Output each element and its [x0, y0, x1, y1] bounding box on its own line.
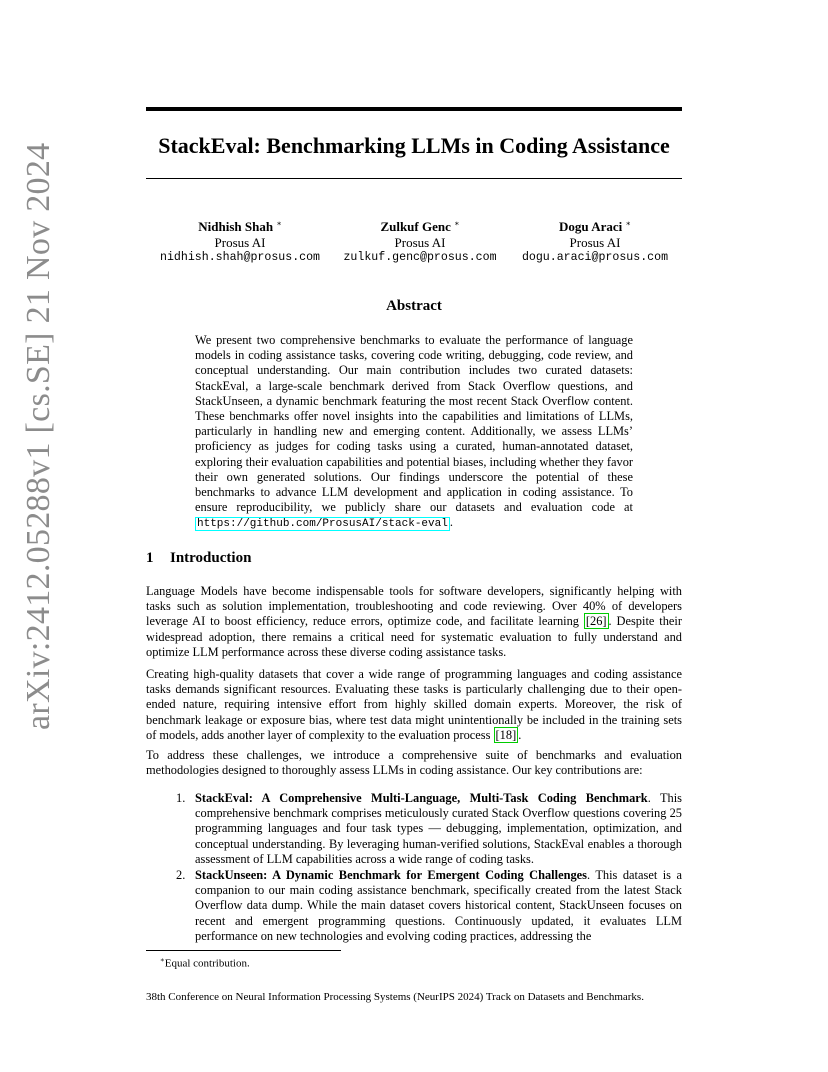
- citation-link[interactable]: [18]: [495, 727, 517, 742]
- author-footnote-mark: ∗: [276, 219, 282, 228]
- abstract-body: We present two comprehensive benchmarks to evaluate the performance of language models in coding assistance tasks, covering code writing, debugging, code review, and conceptual understanding. Our main contribution includes two curated datasets: StackEval, a large-scale benchmark derived from Stack Overflow questions, and StackUnseen, a dynamic benchmark featuring the most recent Stack Overflow content. These benchmarks offer novel insights into the capabilities and limitations of LLMs, particularly in handling new and emerging content. Additionally, we assess LLMs’ proficiency as judges for coding tasks using a curated, human-annotated dataset, exploring their evaluation capabilities and potential biases, including whether they favor their own generated solutions. Our findings underscore the potential of these benchmarks to advance LLM development and application in coding assistance. To ensure reproducibility, we publicly share our datasets and evaluation code at: [195, 333, 634, 515]
- author-block: [340, 216, 500, 266]
- author-name: Nidhish Shah: [198, 219, 274, 234]
- contribution-title: StackEval: A Comprehensive Multi-Language, Multi-Task Coding Benchmark: [195, 791, 648, 805]
- author-block: [517, 216, 673, 266]
- author-email[interactable]: zulkuf.genc@prosus.com: [343, 251, 497, 264]
- github-link[interactable]: https://github.com/ProsusAI/stack-eval: [197, 518, 448, 531]
- paper-title: StackEval: Benchmarking LLMs in Coding Assistance: [158, 133, 670, 158]
- author-email[interactable]: dogu.araci@prosus.com: [521, 251, 669, 264]
- abstract-end: .: [449, 515, 453, 530]
- section-heading: [146, 550, 251, 567]
- abstract-text: [195, 333, 633, 533]
- footnote-text: Equal contribution.: [164, 957, 250, 970]
- section-title: Introduction: [170, 550, 252, 566]
- footnote: [160, 953, 250, 971]
- intro-paragraph: [146, 667, 682, 743]
- contribution-text: . This comprehensive benchmark comprises meticulously curated Stack Overflow questions covering 25 programming languages and four task types — debugging, implementation, optimization, and conceptual understanding. By leveraging human-verified solutions, StackEval enables a thorough assessment of LLM capabilities across a wide range of coding tasks.: [195, 791, 683, 866]
- arxiv-identifier: arXiv:2412.05288v1 [cs.SE] 21 Nov 2024: [20, 142, 57, 730]
- author-email[interactable]: nidhish.shah@prosus.com: [160, 251, 321, 264]
- contribution-text: . This dataset is a companion to our main coding assistance benchmark, specifically created from the latest Stack Overflow data dump. While the main dataset covers historical content, StackUnseen focuses on recent and emergent programming questions. Continuously updated, it evaluates LLM performance on new technologies and evolving coding practices, addressing the: [195, 868, 682, 943]
- author-affiliation: Prosus AI: [394, 234, 446, 250]
- list-number: 2.: [176, 868, 186, 882]
- paragraph-text: .: [518, 727, 522, 742]
- paragraph-text: Language Models have become indispensable tools for software developers, significantly helping with tasks such as solution implementation, troubleshooting and code reviewing. Over 40% of developers leverage AI to boost efficiency, reduce errors, optimize code, and facilitate learning: [146, 584, 682, 629]
- author-affiliation: Prosus AI: [214, 234, 266, 250]
- section-number: 1: [146, 550, 154, 566]
- author-affiliation: Prosus AI: [569, 234, 621, 250]
- intro-paragraph: [146, 584, 682, 660]
- list-item: [176, 868, 682, 944]
- list-item: [176, 791, 683, 867]
- paragraph-text: Creating high-quality datasets that cover a wide range of programming languages and coding assistance tasks demands significant resources. Evaluating these tasks is particularly challenging due to their open-ended nature, requiring intensive effort from highly skilled domain experts. Moreover, the risk of benchmark leakage or exposure bias, where test data might unintentionally be included in the training sets of models, adds another layer of complexity to the evaluation process: [146, 667, 682, 742]
- author-name: Zulkuf Genc: [380, 219, 451, 234]
- author-block: [160, 216, 320, 266]
- contribution-title: StackUnseen: A Dynamic Benchmark for Emergent Coding Challenges: [195, 868, 587, 882]
- footnote-rule: [146, 950, 341, 951]
- venue-line: 38th Conference on Neural Information Processing Systems (NeurIPS 2024) Track on Datasets and Benchmarks.: [146, 991, 644, 1003]
- list-number: 1.: [176, 791, 186, 805]
- footnote-mark: ∗: [160, 956, 165, 964]
- author-footnote-mark: ∗: [625, 219, 631, 228]
- title-rule-top: [146, 107, 682, 111]
- intro-paragraph: To address these challenges, we introduce a comprehensive suite of benchmarks and evaluation methodologies designed to thoroughly assess LLMs in coding assistance. Our key contributions are:: [146, 748, 682, 778]
- author-name: Dogu Araci: [559, 219, 623, 234]
- paragraph-text: . Despite their widespread adoption, there remains a critical need for systematic evaluation to fully understand and optimize LLM performance across these diverse coding assistance tasks.: [146, 614, 682, 659]
- citation-link[interactable]: [26]: [585, 614, 607, 629]
- abstract-heading: Abstract: [386, 298, 442, 314]
- title-rule-bottom: [146, 178, 682, 179]
- author-footnote-mark: ∗: [454, 219, 460, 228]
